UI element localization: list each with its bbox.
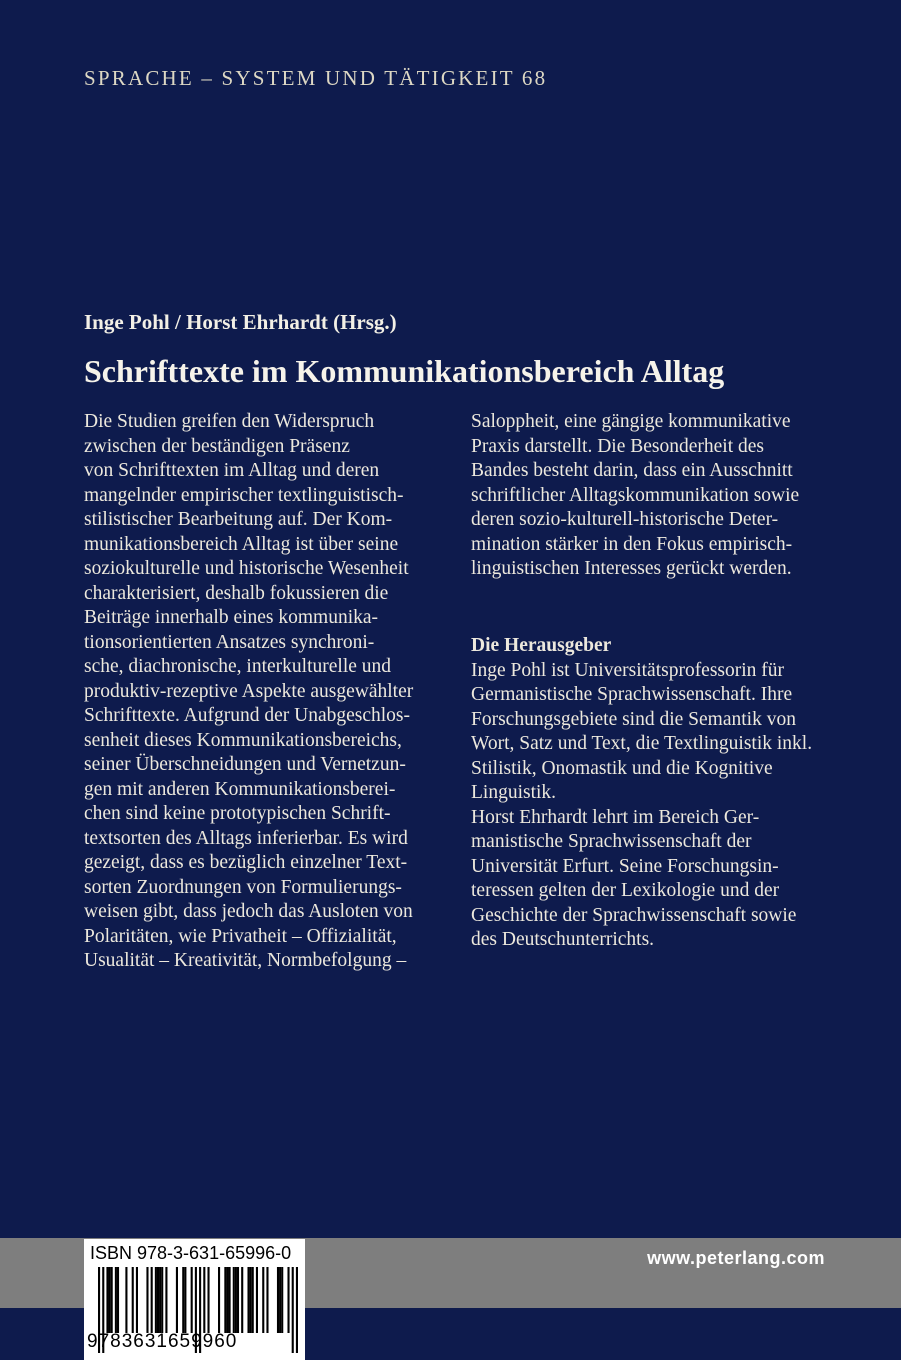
text-line: Usualität – Kreativität, Normbefolgung – xyxy=(84,950,407,971)
barcode-box xyxy=(84,1239,305,1360)
isbn-label: ISBN 978-3-631-65996-0 xyxy=(90,1243,292,1263)
barcode-bar xyxy=(146,1267,148,1333)
barcode-bar xyxy=(157,1267,159,1333)
text-line: munikationsbereich Alltag ist über seine xyxy=(84,533,399,555)
barcode-digits: 9783631659960 xyxy=(87,1331,238,1352)
text-line: chen sind keine prototypischen Schrift- xyxy=(84,803,391,824)
barcode-bar xyxy=(182,1267,184,1333)
text-line: Geschichte der Sprachwissenschaft sowie xyxy=(471,904,797,926)
text-line: textsorten des Alltags inferierbar. Es wird xyxy=(84,827,408,849)
barcode-bar xyxy=(161,1267,163,1333)
text-line: manistische Sprachwissenschaft der xyxy=(471,831,752,852)
barcode-bar xyxy=(241,1267,243,1333)
barcode-bar xyxy=(115,1267,117,1333)
barcode-bar xyxy=(224,1267,226,1333)
barcode-bar xyxy=(262,1267,264,1333)
text-line: von Schrifttexten im Alltag und deren xyxy=(84,460,380,481)
barcode-bar xyxy=(159,1267,161,1333)
barcode-bar xyxy=(256,1267,258,1333)
text-line: Wort, Satz und Text, die Textlinguistik inkl. xyxy=(471,733,813,754)
barcode-bar xyxy=(218,1267,220,1333)
editors-bio-heading: Die Herausgeber xyxy=(471,635,612,656)
text-line: stilistischer Bearbeitung auf. Der Kom- xyxy=(84,509,393,530)
text-line: Germanistische Sprachwissenschaft. Ihre xyxy=(471,684,793,705)
text-line: mangelnder empirischer textlinguistisch- xyxy=(84,484,404,506)
barcode-bar xyxy=(155,1267,157,1333)
blurb-right-column xyxy=(471,410,831,582)
series-title: SPRACHE – SYSTEM UND TÄTIGKEIT 68 xyxy=(84,66,548,90)
barcode-bar xyxy=(281,1267,283,1333)
text-line: sorten Zuordnungen von Formulierungs- xyxy=(84,876,402,898)
editors-bio-text xyxy=(471,659,812,953)
barcode-bar xyxy=(226,1267,228,1333)
barcode-bar xyxy=(233,1267,235,1333)
text-line: Saloppheit, eine gängige kommunikative xyxy=(471,411,791,432)
barcode-bar xyxy=(207,1267,209,1333)
barcode-bar xyxy=(247,1267,249,1333)
barcode-bar xyxy=(191,1267,193,1333)
text-line: Linguistik. xyxy=(471,782,557,803)
text-line: mination stärker in den Fokus empirisch- xyxy=(471,533,793,555)
barcode-bar xyxy=(203,1267,205,1333)
editors-bio-section xyxy=(471,634,812,953)
barcode-bar xyxy=(151,1267,153,1333)
text-line: Polaritäten, wie Privatheit – Offizialität, xyxy=(84,925,397,947)
barcode-bar xyxy=(279,1267,281,1333)
text-line: Stilistik, Onomastik und die Kognitive xyxy=(471,757,773,779)
text-line: Bandes besteht darin, dass ein Ausschnitt xyxy=(471,460,793,481)
barcode-bar xyxy=(176,1267,178,1333)
barcode-bar xyxy=(250,1267,252,1333)
text-line: sche, diachronische, interkulturelle und xyxy=(84,656,392,677)
barcode-bar xyxy=(132,1267,134,1333)
barcode-bar xyxy=(136,1267,138,1333)
text-line: Inge Pohl ist Universitätsprofessorin für xyxy=(471,659,785,681)
barcode-bar xyxy=(277,1267,279,1333)
text-line: weisen gibt, dass jedoch das Ausloten von xyxy=(84,901,413,922)
barcode-bar xyxy=(165,1267,167,1333)
text-line: Beiträge innerhalb eines kommunika- xyxy=(84,607,379,628)
text-line: schriftlicher Alltagskommunikation sowie xyxy=(471,484,800,506)
barcode-bar xyxy=(235,1267,237,1333)
text-line: gen mit anderen Kommunikationsberei- xyxy=(84,778,396,800)
barcode-bar xyxy=(125,1267,127,1333)
barcode-bar xyxy=(229,1267,231,1333)
text-line: produktiv-rezeptive Aspekte ausgewählter xyxy=(84,680,414,702)
text-line: seiner Überschneidungen und Vernetzun- xyxy=(84,754,406,775)
barcode-bar xyxy=(109,1267,111,1333)
text-line: Forschungsgebiete sind die Semantik von xyxy=(471,708,796,730)
text-line: Die Studien greifen den Widerspruch xyxy=(84,411,375,432)
barcode-bar xyxy=(111,1267,113,1333)
barcode-bar xyxy=(117,1267,119,1333)
blurb-left-column xyxy=(84,410,444,974)
text-line: Universität Erfurt. Seine Forschungsin- xyxy=(471,855,779,877)
text-line: deren sozio-kulturell-historische Deter- xyxy=(471,509,779,530)
text-line: senheit dieses Kommunikationsbereichs, xyxy=(84,729,402,751)
barcode-bar xyxy=(266,1267,268,1333)
text-line: gezeigt, dass es bezüglich einzelner Text- xyxy=(84,852,408,873)
text-line: teressen gelten der Lexikologie und der xyxy=(471,880,780,901)
publisher-url[interactable]: www.peterlang.com xyxy=(647,1248,825,1268)
text-line: des Deutschunterrichts. xyxy=(471,929,655,950)
barcode-bar xyxy=(287,1267,289,1333)
text-line: charakterisiert, deshalb fokussieren die xyxy=(84,582,389,604)
book-title: Schrifttexte im Kommunikationsbereich Alltag xyxy=(84,353,725,389)
barcode-bar xyxy=(237,1267,239,1333)
barcode-bar xyxy=(292,1267,294,1353)
text-line: tionsorientierten Ansatzes synchroni- xyxy=(84,631,375,653)
text-line: linguistischen Interesses gerückt werden. xyxy=(471,558,792,579)
barcode-bar xyxy=(184,1267,186,1333)
text-line: zwischen der beständigen Präsenz xyxy=(84,435,350,457)
barcode-bar xyxy=(106,1267,108,1333)
text-line: soziokulturelle und historische Wesenheit xyxy=(84,558,409,579)
editors-line: Inge Pohl / Horst Ehrhardt (Hrsg.) xyxy=(84,310,397,334)
barcode-bar xyxy=(296,1267,298,1353)
text-line: Schrifttexte. Aufgrund der Unabgeschlos- xyxy=(84,705,410,726)
text-line: Praxis darstellt. Die Besonderheit des xyxy=(471,435,764,457)
text-line: Horst Ehrhardt lehrt im Bereich Ger- xyxy=(471,806,760,828)
barcode-bar xyxy=(252,1267,254,1333)
